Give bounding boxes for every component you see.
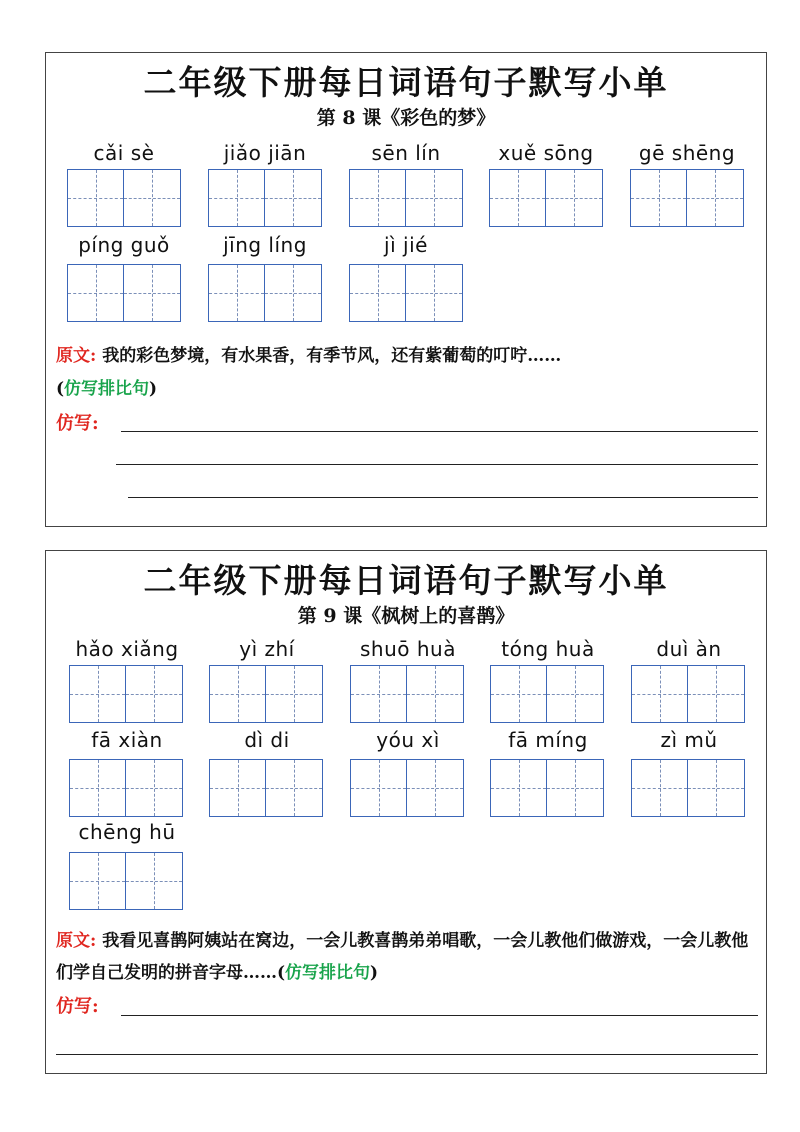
- pinyin-label: sēn lín: [371, 141, 441, 165]
- original-text: 我看见喜鹊阿姨站在窝边，一会儿教喜鹊弟弟唱歌，一会儿教他们做游戏，一会儿教他们学自己发明的拼音字母……: [56, 931, 749, 983]
- original-text: 我的彩色梦境，有水果香，有季节风，还有紫葡萄的叮咛……: [102, 346, 562, 366]
- tianzige-box[interactable]: [631, 759, 745, 817]
- tianzige-box[interactable]: [209, 759, 323, 817]
- original-sentence: [56, 340, 760, 372]
- pinyin-label: yì zhí: [239, 637, 295, 661]
- tianzige-box[interactable]: [630, 169, 744, 227]
- writing-line[interactable]: [116, 464, 758, 465]
- pinyin-label: dì di: [244, 728, 290, 752]
- tianzige-box[interactable]: [349, 169, 463, 227]
- worksheet-card-lesson-8: [45, 52, 767, 527]
- pinyin-label: shuō huà: [360, 637, 456, 661]
- original-label: 原文:: [56, 346, 97, 366]
- lesson-subtitle: 第 9 课《枫树上的喜鹊》: [297, 605, 515, 627]
- tianzige-box[interactable]: [208, 264, 322, 322]
- writing-line[interactable]: [128, 497, 758, 498]
- tianzige-box[interactable]: [67, 169, 181, 227]
- tianzige-box[interactable]: [69, 665, 183, 723]
- worksheet-card-lesson-9: [45, 550, 767, 1074]
- imitate-label: 仿写:: [56, 413, 99, 434]
- pinyin-label: jiǎo jiān: [223, 141, 307, 165]
- pinyin-label: píng guǒ: [78, 233, 170, 257]
- tianzige-box[interactable]: [350, 665, 464, 723]
- tianzige-box[interactable]: [489, 169, 603, 227]
- tianzige-box[interactable]: [69, 852, 183, 910]
- tianzige-box[interactable]: [349, 264, 463, 322]
- pinyin-label: cǎi sè: [93, 141, 155, 165]
- pinyin-label: fā míng: [508, 728, 588, 752]
- instruction-hint: (仿写排比句): [56, 379, 158, 399]
- worksheet-title: 二年级下册每日词语句子默写小单: [143, 561, 669, 600]
- tianzige-box[interactable]: [490, 759, 604, 817]
- pinyin-label: chēng hū: [78, 820, 176, 844]
- tianzige-box[interactable]: [208, 169, 322, 227]
- worksheet-title: 二年级下册每日词语句子默写小单: [143, 63, 669, 102]
- pinyin-label: xuě sōng: [498, 141, 594, 165]
- pinyin-label: fā xiàn: [91, 728, 163, 752]
- tianzige-box[interactable]: [67, 264, 181, 322]
- writing-line[interactable]: [121, 1015, 758, 1016]
- lesson-subtitle: 第 8 课《彩色的梦》: [316, 107, 496, 129]
- tianzige-box[interactable]: [209, 665, 323, 723]
- pinyin-label: gē shēng: [638, 141, 736, 165]
- original-sentence: 原文: 我看见喜鹊阿姨站在窝边，一会儿教喜鹊弟弟唱歌，一会儿教他们做游戏，一会儿教他们学自己发明的拼音字母……(仿写排比句): [56, 931, 749, 983]
- writing-line[interactable]: [56, 1054, 758, 1055]
- pinyin-label: yóu xì: [376, 728, 440, 752]
- pinyin-label: jì jié: [384, 233, 428, 257]
- pinyin-label: duì àn: [656, 637, 722, 661]
- pinyin-label: tóng huà: [501, 637, 595, 661]
- writing-line[interactable]: [121, 431, 758, 432]
- pinyin-label: hǎo xiǎng: [75, 637, 179, 661]
- tianzige-box[interactable]: [69, 759, 183, 817]
- pinyin-label: jīng líng: [223, 233, 307, 257]
- pinyin-label: zì mǔ: [660, 728, 718, 752]
- imitate-label: 仿写:: [56, 996, 99, 1017]
- tianzige-box[interactable]: [490, 665, 604, 723]
- tianzige-box[interactable]: [631, 665, 745, 723]
- hint-text: 仿写排比句: [64, 379, 150, 399]
- tianzige-box[interactable]: [350, 759, 464, 817]
- original-label: 原文:: [56, 931, 97, 951]
- hint-text: 仿写排比句: [285, 963, 371, 983]
